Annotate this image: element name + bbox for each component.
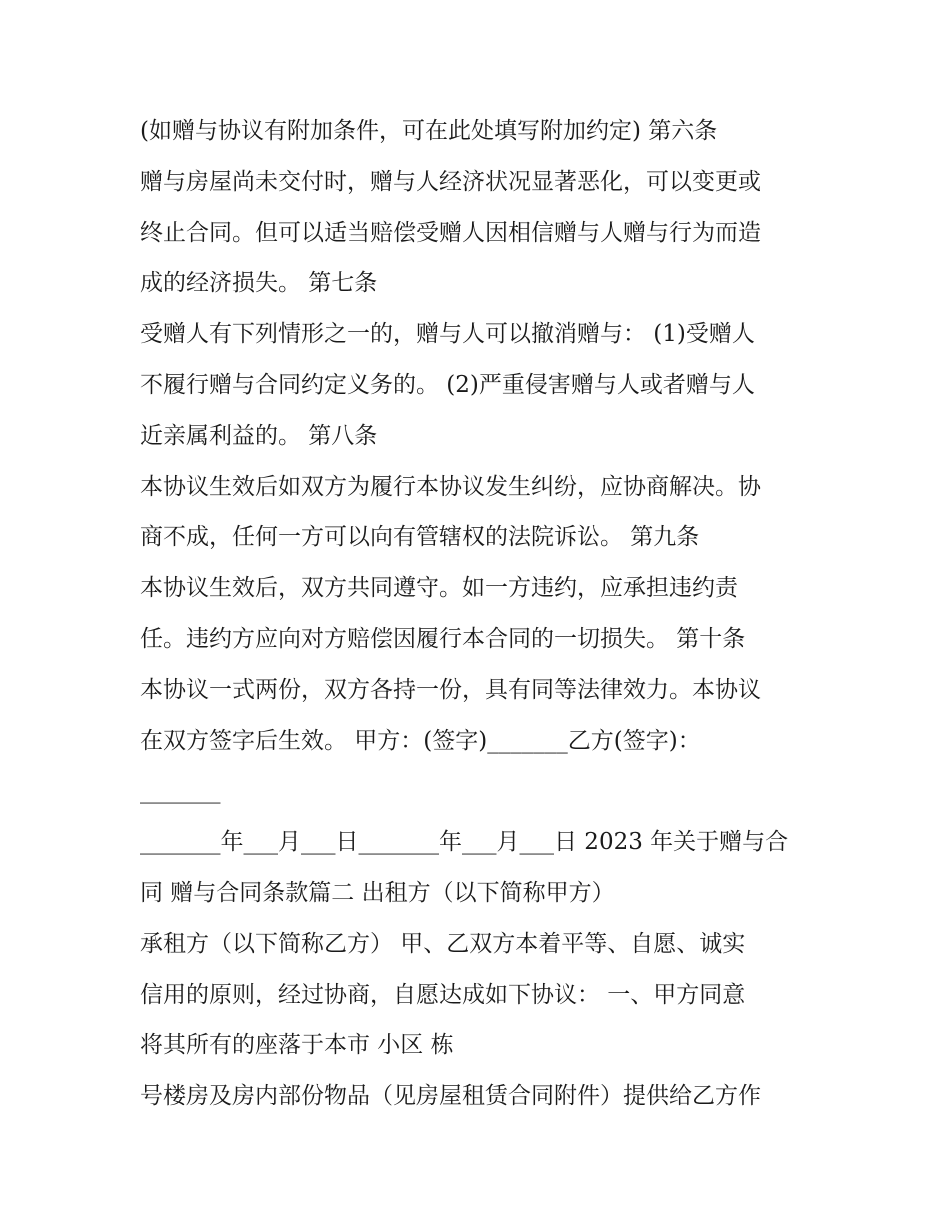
text-line: 近亲属利益的。 第八条 <box>140 422 378 449</box>
text-line: 承租方（以下简称乙方） 甲、乙双方本着平等、自愿、诚实 <box>140 930 746 957</box>
text-line: 成的经济损失。 第七条 <box>140 270 378 297</box>
text-line: 号楼房及房内部份物品（见房屋租赁合同附件）提供给乙方作 <box>140 1083 761 1110</box>
text-line: 商不成，任何一方可以向有管辖权的法院诉讼。 第九条 <box>140 524 700 551</box>
text-line: 终止合同。但可以适当赔偿受赠人因相信赠与人赠与行为而造 <box>140 219 761 246</box>
text-line: 同 赠与合同条款篇二 出租方（以下简称甲方） <box>140 879 615 906</box>
text-line: 本协议一式两份，双方各持一份，具有同等法律效力。本协议 <box>140 676 761 703</box>
text-line: 不履行赠与合同约定义务的。 (2)严重侵害赠与人或者赠与人 <box>140 371 755 398</box>
signature-blank: _______ <box>140 778 221 805</box>
text-line: (如赠与协议有附加条件，可在此处填写附加约定) 第六条 <box>140 118 718 144</box>
text-line: 本协议生效后，双方共同遵守。如一方违约，应承担违约责 <box>140 575 738 602</box>
text-line: 本协议生效后如双方为履行本协议发生纠纷，应协商解决。协 <box>140 473 761 500</box>
text-line: 任。违约方应向对方赔偿因履行本合同的一切损失。 第十条 <box>140 625 746 652</box>
text-line: 赠与房屋尚未交付时，赠与人经济状况显著恶化，可以变更或 <box>140 168 761 195</box>
date-line: _______年___月___日_______年___月___日 2023 年关于赠与合 <box>140 829 789 856</box>
signature-line: 在双方签字后生效。 甲方：(签字)_______乙方(签字)： <box>140 727 701 754</box>
text-line: 信用的原则，经过协商，自愿达成如下协议： 一、甲方同意 <box>140 981 746 1008</box>
text-line: 受赠人有下列情形之一的，赠与人可以撤消赠与： (1)受赠人 <box>140 321 755 348</box>
text-line: 将其所有的座落于本市 小区 栋 <box>140 1032 454 1059</box>
document-body <box>140 106 820 1122</box>
